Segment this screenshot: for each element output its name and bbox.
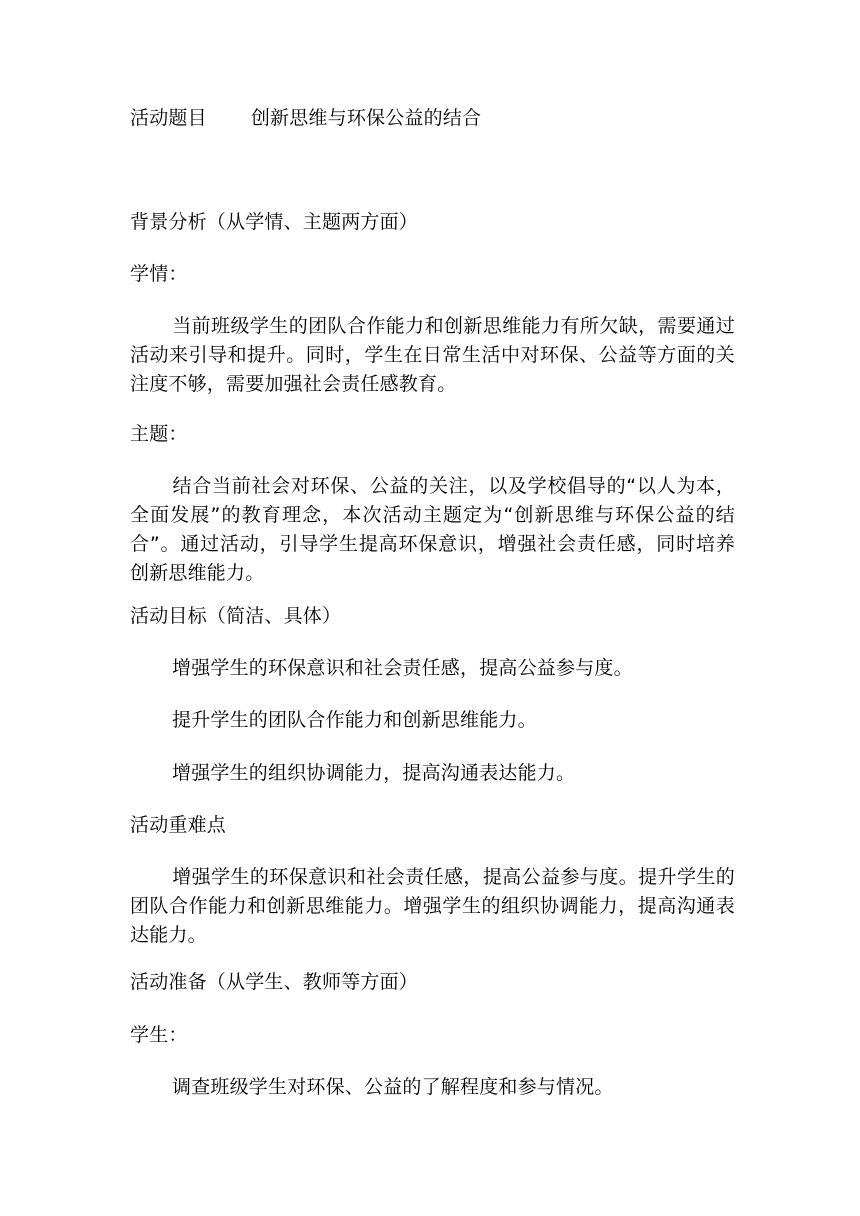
activity-title-value: 创新思维与环保公益的结合 [250,107,482,129]
theme-label: 主题： [130,423,188,445]
preparation-heading: 活动准备（从学生、教师等方面） [130,971,419,993]
goal-item: 增强学生的环保意识和社会责任感，提高公益参与度。 [172,657,633,679]
preparation-student-item: 调查班级学生对环保、公益的了解程度和参与情况。 [172,1076,614,1098]
goals-heading: 活动目标（简洁、具体） [130,605,342,627]
key-points-text: 增强学生的环保意识和社会责任感，提高公益参与度。提升学生的团队合作能力和创新思维能力。增强学生的组织协调能力，提高沟通表达能力。 [130,866,735,946]
background-heading: 背景分析（从学情、主题两方面） [130,211,419,233]
student-situation-text: 当前班级学生的团队合作能力和创新思维能力有所欠缺，需要通过活动来引导和提升。同时，学生在日常生活中对环保、公益等方面的关注度不够，需要加强社会责任感教育。 [130,315,735,395]
student-situation-paragraph [130,312,735,399]
student-situation-label: 学情： [130,263,188,285]
key-points-paragraph [130,863,735,950]
goal-item: 增强学生的组织协调能力，提高沟通表达能力。 [172,762,576,784]
activity-title-row [130,104,481,132]
theme-text: 结合当前社会对环保、公益的关注，以及学校倡导的“以人为本，全面发展”的教育理念，本次活动主题定为“创新思维与环保公益的结合”。通过活动，引导学生提高环保意识，增强社会责任感，同时培养创新思维能力。 [130,475,735,584]
activity-title-label: 活动题目 [130,107,207,129]
key-points-heading: 活动重难点 [130,814,227,836]
goal-item: 提升学生的团队合作能力和创新思维能力。 [172,709,537,731]
theme-paragraph [130,472,735,588]
preparation-student-label: 学生： [130,1024,188,1046]
